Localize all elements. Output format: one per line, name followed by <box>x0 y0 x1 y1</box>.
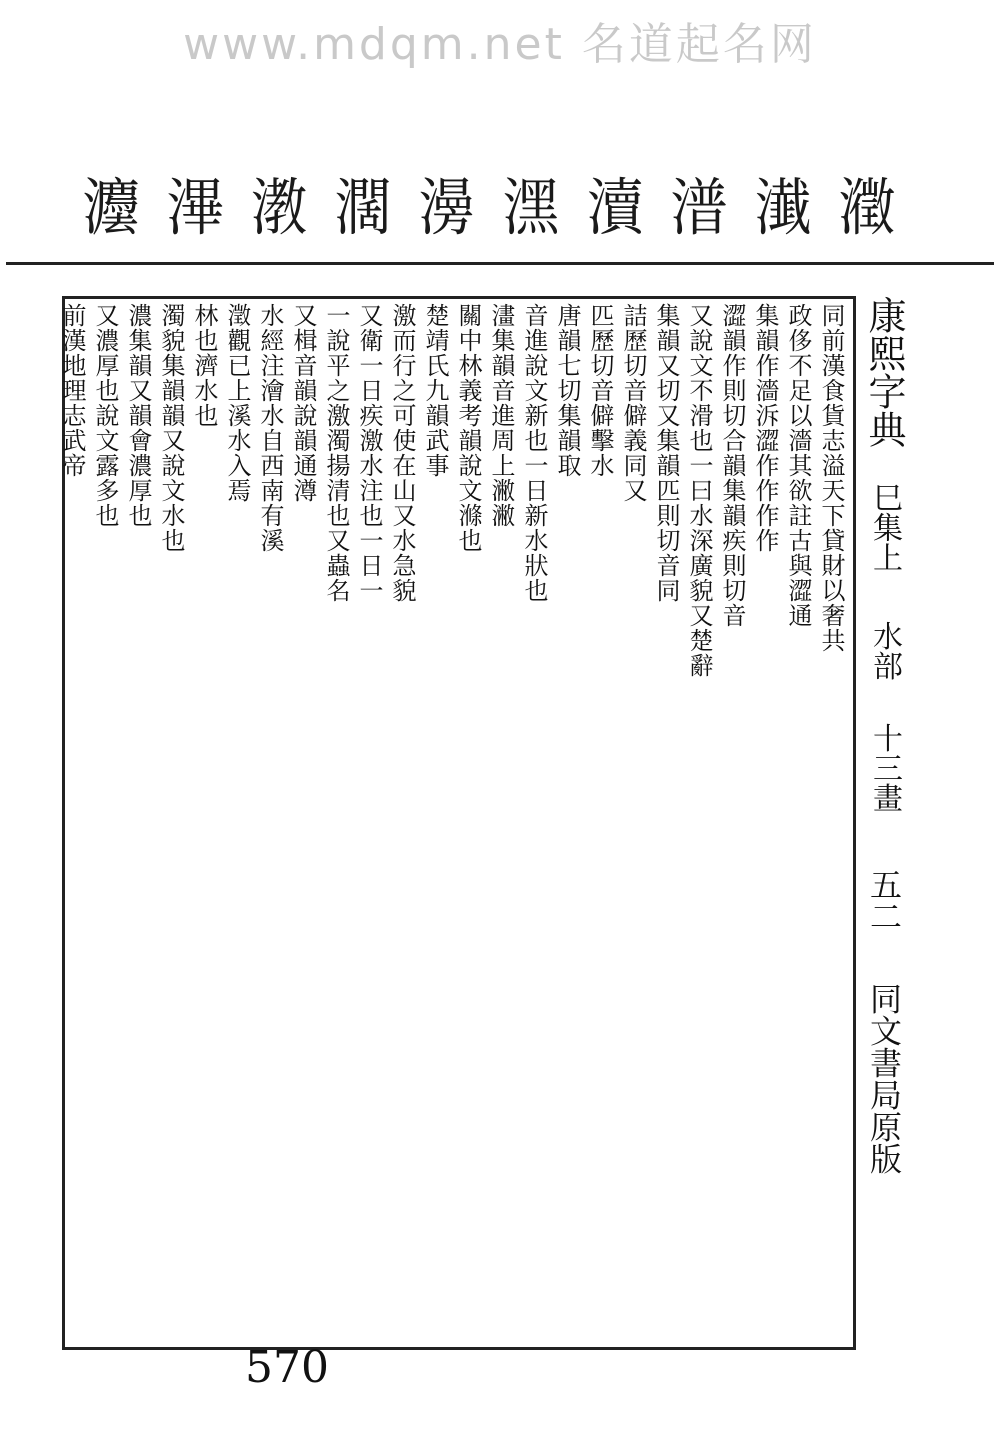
seal-character: 瀆 <box>586 171 644 244</box>
text-column: 匹歷切音僻擊水 <box>586 303 614 478</box>
running-header-title <box>860 296 908 813</box>
text-column: 同前漢食貨志溢天下貸財以奢共 <box>817 303 845 653</box>
seal-character: 濶 <box>334 171 392 244</box>
text-columns <box>55 303 847 1343</box>
seal-character: 漖 <box>250 171 308 244</box>
text-column: 詰歷切音僻義同又 <box>619 303 647 503</box>
book-title: 康熙字典 <box>862 296 906 448</box>
text-column: 激而行之可使在山又水急貌 <box>388 303 416 603</box>
text-column: 又楫音韻說韻通澊 <box>289 303 317 503</box>
text-column: 前漢地理志武帝 <box>58 303 86 478</box>
text-column: 濁貌集韻韻又說文水也 <box>157 303 185 553</box>
text-column: 一說平之激濁揚清也又蟲名 <box>322 303 350 603</box>
section-label: 巳集上 <box>867 482 902 573</box>
text-column: 政侈不足以濇其欲註古與澀通 <box>784 303 812 628</box>
seal-script-row <box>70 168 910 248</box>
seal-character: 瀐 <box>754 171 812 244</box>
side-note <box>860 868 908 1174</box>
text-column: 澅集韻音進周上潎潎 <box>487 303 515 528</box>
seal-character: 潶 <box>502 171 560 244</box>
text-column: 又衛一日疾激水注也一日一 <box>355 303 383 603</box>
watermark-text: www.mdqm.net 名道起名网 <box>183 19 817 70</box>
seal-character: 瀓 <box>838 171 896 244</box>
radical-label: 水部 <box>867 620 902 681</box>
text-column: 水經注澮水自西南有溪 <box>256 303 284 553</box>
text-column: 澀韻作則切合韻集韻疾則切音 <box>718 303 746 628</box>
seal-character: 潽 <box>670 171 728 244</box>
seal-character: 滭 <box>166 171 224 244</box>
text-column: 楚靖氏九韻武事 <box>421 303 449 478</box>
text-column: 又濃厚也說文露多也 <box>91 303 119 528</box>
publisher-label: 同文書局原版 <box>865 982 903 1175</box>
text-column: 澂觀已上溪水入焉 <box>223 303 251 503</box>
text-column: 濃集韻又韻會濃厚也 <box>124 303 152 528</box>
seal-character: 澷 <box>418 171 476 244</box>
page-label: 五二 <box>865 868 903 932</box>
text-column: 又說文不滑也一曰水深廣貌又楚辭 <box>685 303 713 678</box>
seal-character: 灋 <box>82 171 140 244</box>
text-column: 音進說文新也一日新水狀也 <box>520 303 548 603</box>
text-column: 林也濟水也 <box>190 303 218 428</box>
text-column: 唐韻七切集韻取 <box>553 303 581 478</box>
header-rule <box>6 262 994 265</box>
text-column: 集韻作濇泝澀作作作作 <box>751 303 779 553</box>
stroke-count-label: 十三畫 <box>867 722 902 813</box>
dictionary-body-frame <box>58 296 856 1350</box>
text-column: 關中林義考韻說文滌也 <box>454 303 482 553</box>
text-column: 集韻又切又集韻匹則切音同 <box>652 303 680 603</box>
page-number: 570 <box>245 1342 329 1393</box>
